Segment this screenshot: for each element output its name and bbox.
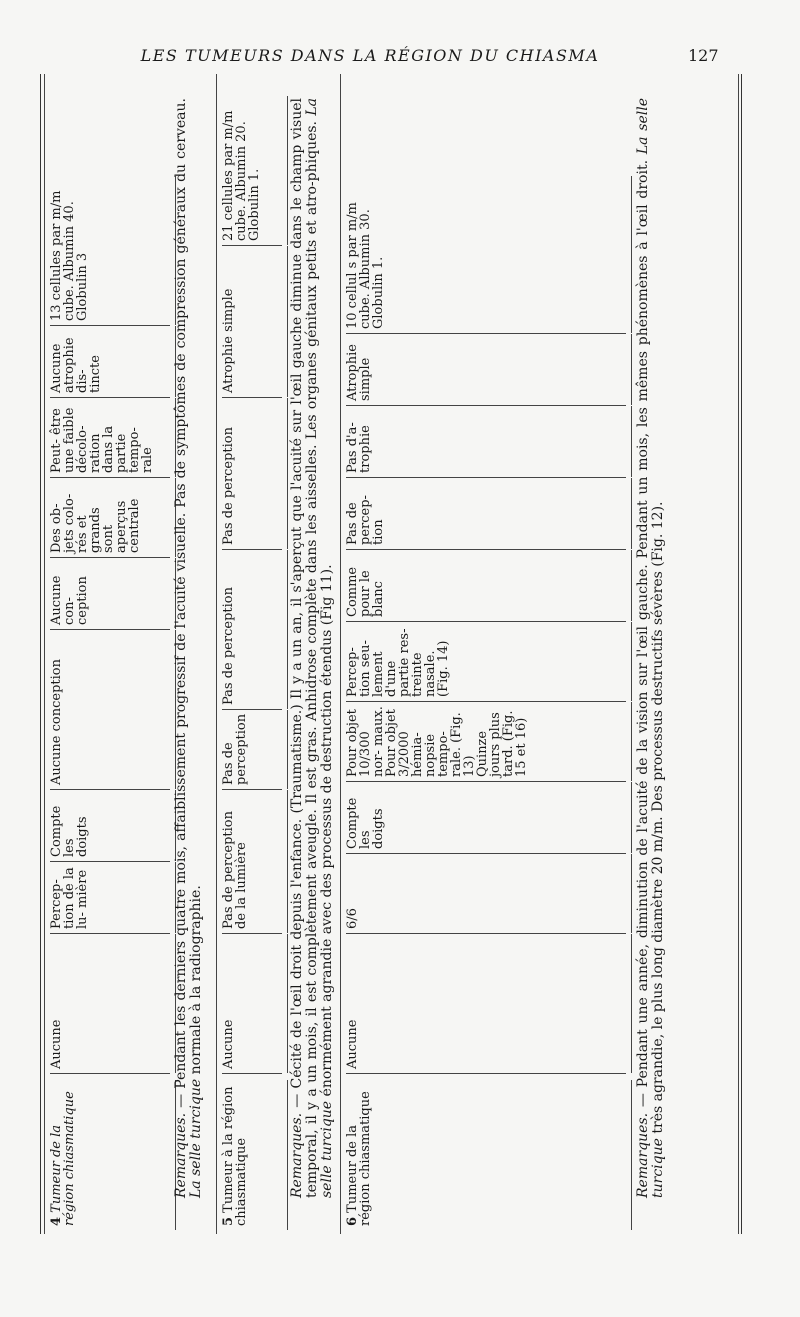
case-number-and-diagnosis: 5 Tumeur à la région chiasmatique bbox=[222, 1080, 282, 1230]
case-6 bbox=[346, 74, 736, 1234]
cell-c2: Pas de perception de la lumière bbox=[222, 790, 282, 934]
cell-c3: Pas de perception bbox=[222, 710, 282, 790]
cell-c6: Comme pour le blanc bbox=[346, 550, 626, 622]
cell-c2: 6/6 bbox=[346, 854, 626, 934]
rotated-table-wrapper bbox=[40, 74, 750, 1234]
table-row bbox=[50, 74, 170, 1234]
cell-c9: Atrophie simple bbox=[346, 334, 626, 406]
cell-c1: Aucune bbox=[222, 934, 282, 1074]
cell-c4: Aucune conception bbox=[50, 630, 170, 790]
cell-c3: Compte les doigts bbox=[50, 790, 170, 862]
cell-c9: 13 cellules par m/m cube. Albumin 40. Globulin 3 bbox=[50, 176, 170, 326]
case-number-and-diagnosis bbox=[50, 1080, 170, 1230]
running-title: LES TUMEURS DANS LA RÉGION DU CHIASMA bbox=[140, 46, 600, 65]
table-row bbox=[346, 74, 626, 1234]
cell-c2: Percep- tion de la lu- mière bbox=[50, 862, 170, 934]
cell-c5: Pas de perception bbox=[222, 398, 282, 550]
case-number: 4 bbox=[49, 1216, 64, 1226]
running-head bbox=[0, 44, 800, 74]
cell-c6: Des ob- jets colo- rés et grands sont aperçus centrale bbox=[50, 478, 170, 558]
cell-c3: Compte les doigts bbox=[346, 782, 626, 854]
remark-case-6: Remarques. — Pendant une année, diminution de l'acuité de la vision sur l'œil gauche. Pendant un mois, les mêmes phénomènes à l'œil droit. La selle turcique très agrandie, le plus long diamètre 20 m/m. Des processus destructifs sévères (Fig. 12). bbox=[635, 98, 666, 1198]
cell-c4: Pas de perception bbox=[222, 550, 282, 710]
cell-c6: Atrophie simple bbox=[222, 246, 282, 398]
cell-c7: Pas de percep- tion bbox=[346, 478, 626, 550]
page-number: 127 bbox=[688, 46, 719, 65]
frame-double-line bbox=[44, 74, 45, 1234]
rotated-table bbox=[40, 74, 750, 1234]
cell-c1: Aucune bbox=[346, 934, 626, 1074]
cell-c9: 21 cellules par m/m cube. Albumin 20. Globulin 1. bbox=[222, 96, 282, 246]
table-row bbox=[222, 74, 282, 1234]
cell-c8: Aucune atrophie dis- tincte bbox=[50, 326, 170, 398]
cell-c7: Peut- être une faible décolo- ration dans la partie tempo- rale bbox=[50, 398, 170, 478]
cell-c4: Pour objet 10/300 nor- maux. Pour objet 3/2000 hémia- nopsie tempo- rale. (Fig. 13) Quinze jours plus tard. (Fig. 15 et 16) bbox=[346, 702, 626, 782]
cell-c5: Percep- tion seu- lement d'une partie res- treinte nasale. (Fig. 14) bbox=[346, 622, 626, 702]
case-4 bbox=[50, 74, 210, 1234]
remark-case-4: Remarques. — Pendant les derniers quatre mois, affaiblissement progressif de l'acuité visuelle. Pas de symptômes de compression généraux du cerveau. La selle turcique normale à la radiographie. bbox=[173, 98, 204, 1198]
remark-case-5: Remarques. — Cécité de l'œil droit depuis l'enfance. (Traumatisme.) Il y a un an, il s'aperçut que l'acuité sur l'œil gauche diminue dans le champ visuel temporal, il y a un mois, il est complètement aveugle. Il est gras. Anhidrose complète dans les aisselles. Les organes génitaux petits et atro-phiques. La selle turcique énormément agrandie avec des processus de destruction étendus (Fig 11). bbox=[289, 98, 335, 1198]
case-separator bbox=[216, 74, 217, 1234]
cell-c10: 10 cellul s par m/m cube. Albumin 30. Globulin 1. bbox=[346, 176, 626, 334]
cell-c5: Aucune con- ception bbox=[50, 558, 170, 630]
cell-c8: Pas d'a- trophie bbox=[346, 406, 626, 478]
case-separator bbox=[340, 74, 341, 1234]
cell-c1: Aucune bbox=[50, 934, 170, 1074]
diagnosis: Tumeur de la région chiasmatique bbox=[49, 1091, 77, 1226]
case-number-and-diagnosis: 6 Tumeur de la région chiasmatique bbox=[346, 1080, 626, 1230]
table-bottom-line bbox=[738, 74, 739, 1234]
